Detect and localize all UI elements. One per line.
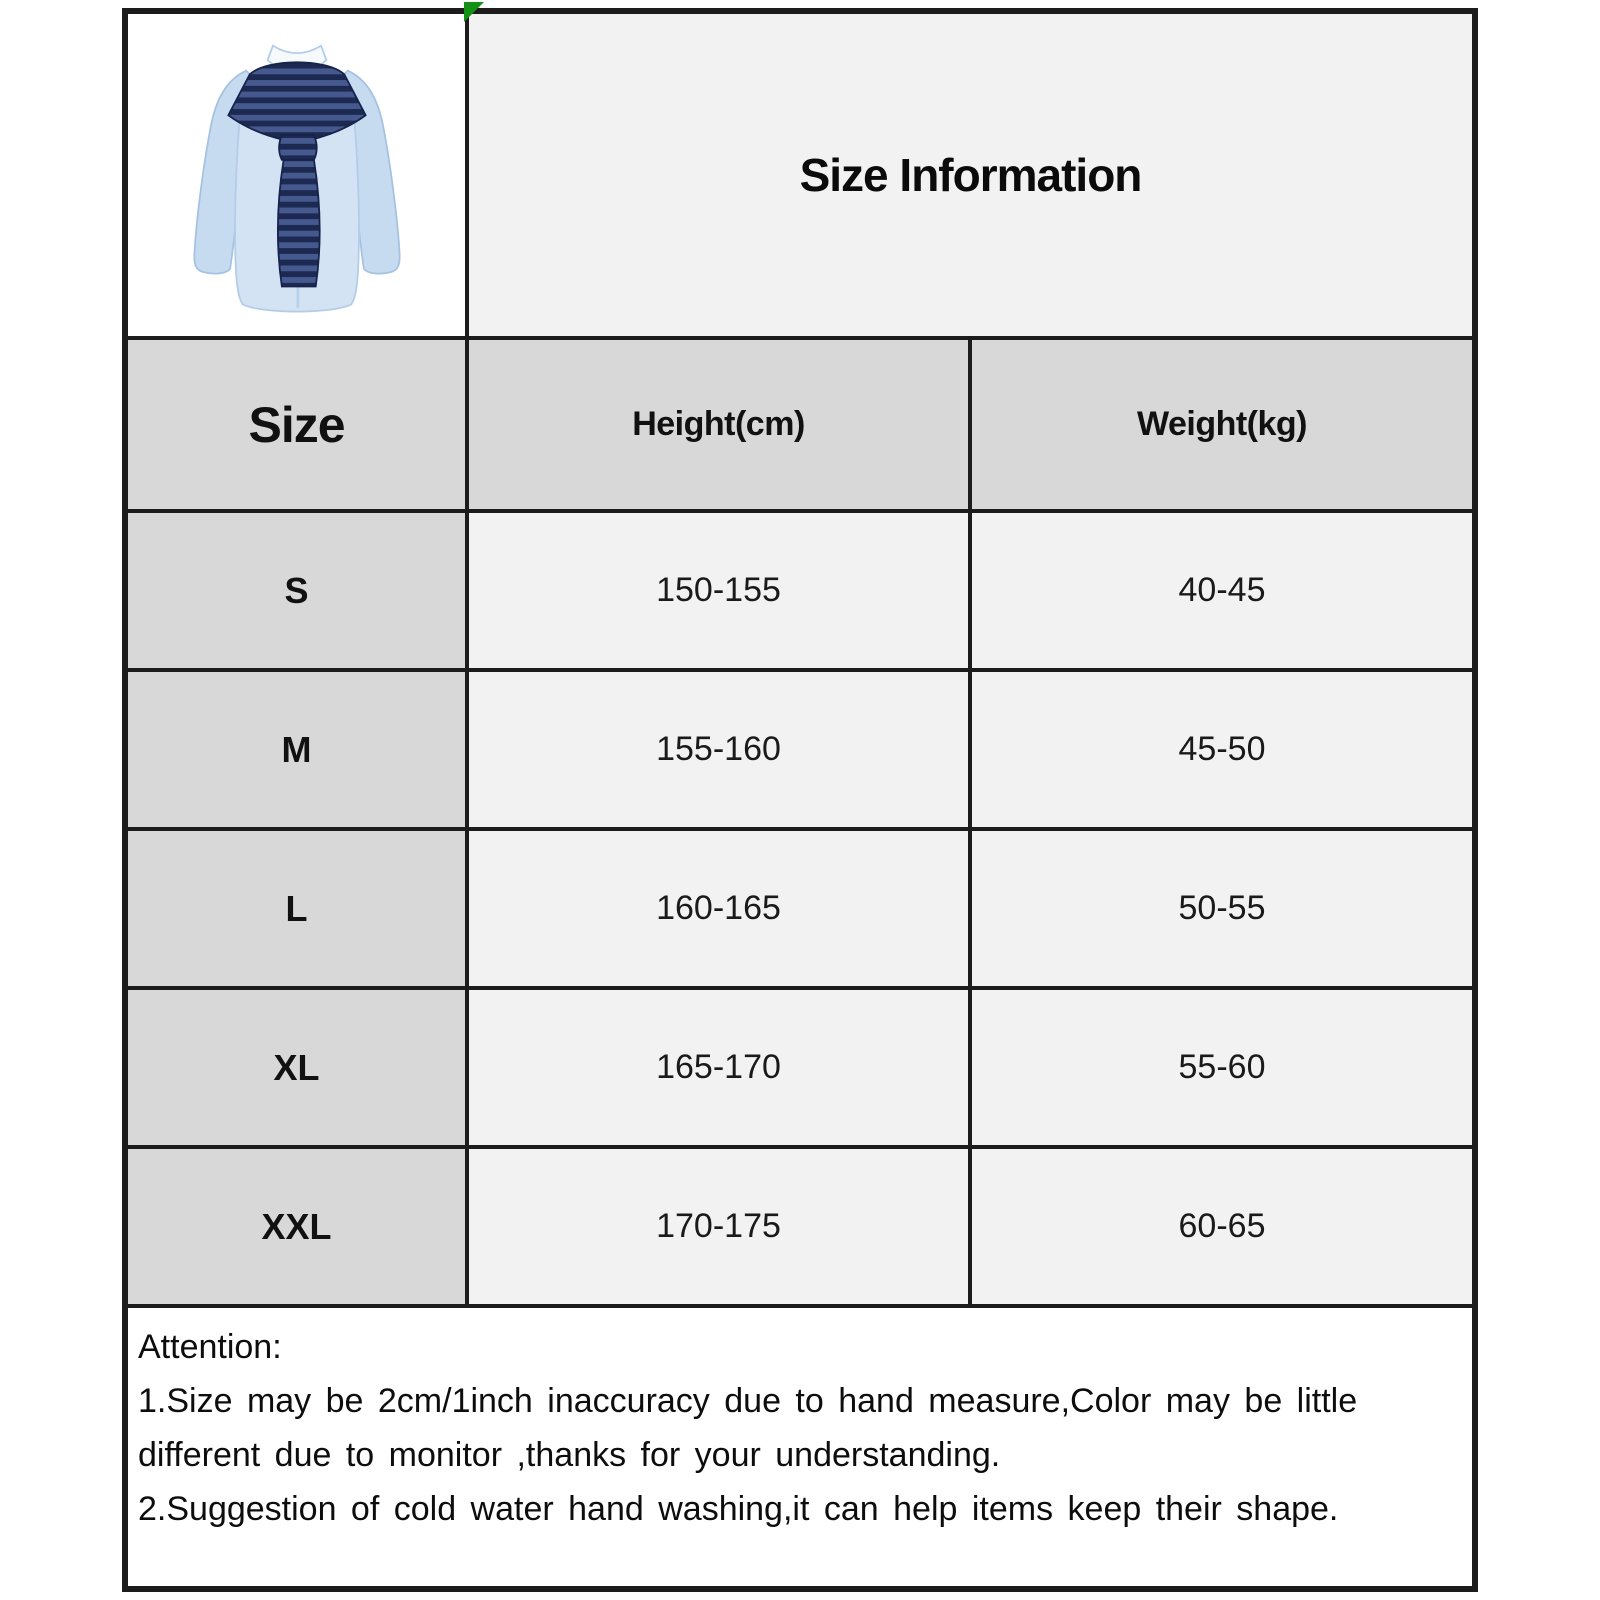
scarf-tail xyxy=(277,160,319,287)
table-row-size-label: M xyxy=(128,672,469,831)
table-row-size-label: S xyxy=(128,513,469,672)
table-cell-height: 150-155 xyxy=(469,513,972,672)
scarf-knot xyxy=(279,135,316,160)
table-cell-weight: 50-55 xyxy=(972,831,1472,990)
table-cell-height: 170-175 xyxy=(469,1149,972,1308)
green-corner-marker-icon xyxy=(464,2,484,22)
attention-line-1: 1.Size may be 2cm/1inch inaccuracy due to hand measure,Color may be little xyxy=(138,1382,1358,1420)
table-row-size-label: XXL xyxy=(128,1149,469,1308)
column-header-weight: Weight(kg) xyxy=(972,340,1472,513)
table-cell-weight: 55-60 xyxy=(972,990,1472,1149)
table-cell-weight: 60-65 xyxy=(972,1149,1472,1308)
attention-heading: Attention: xyxy=(138,1328,282,1366)
attention-line-2: different due to monitor ,thanks for your understanding. xyxy=(138,1436,1001,1474)
table-row-size-label: XL xyxy=(128,990,469,1149)
size-chart-sheet xyxy=(122,8,1478,1592)
product-image-shirt xyxy=(141,19,453,331)
column-header-size: Size xyxy=(128,340,469,513)
table-cell-weight: 40-45 xyxy=(972,513,1472,672)
table-cell-height: 165-170 xyxy=(469,990,972,1149)
table-row-size-label: L xyxy=(128,831,469,990)
table-cell-height: 155-160 xyxy=(469,672,972,831)
table-cell-height: 160-165 xyxy=(469,831,972,990)
title-cell xyxy=(469,14,1472,340)
attention-line-3: 2.Suggestion of cold water hand washing,it can help items keep their shape. xyxy=(138,1490,1339,1528)
page-title: Size Information xyxy=(799,149,1142,201)
product-image-cell xyxy=(128,14,469,340)
attention-note xyxy=(128,1308,1472,1586)
column-header-height: Height(cm) xyxy=(469,340,972,513)
table-cell-weight: 45-50 xyxy=(972,672,1472,831)
